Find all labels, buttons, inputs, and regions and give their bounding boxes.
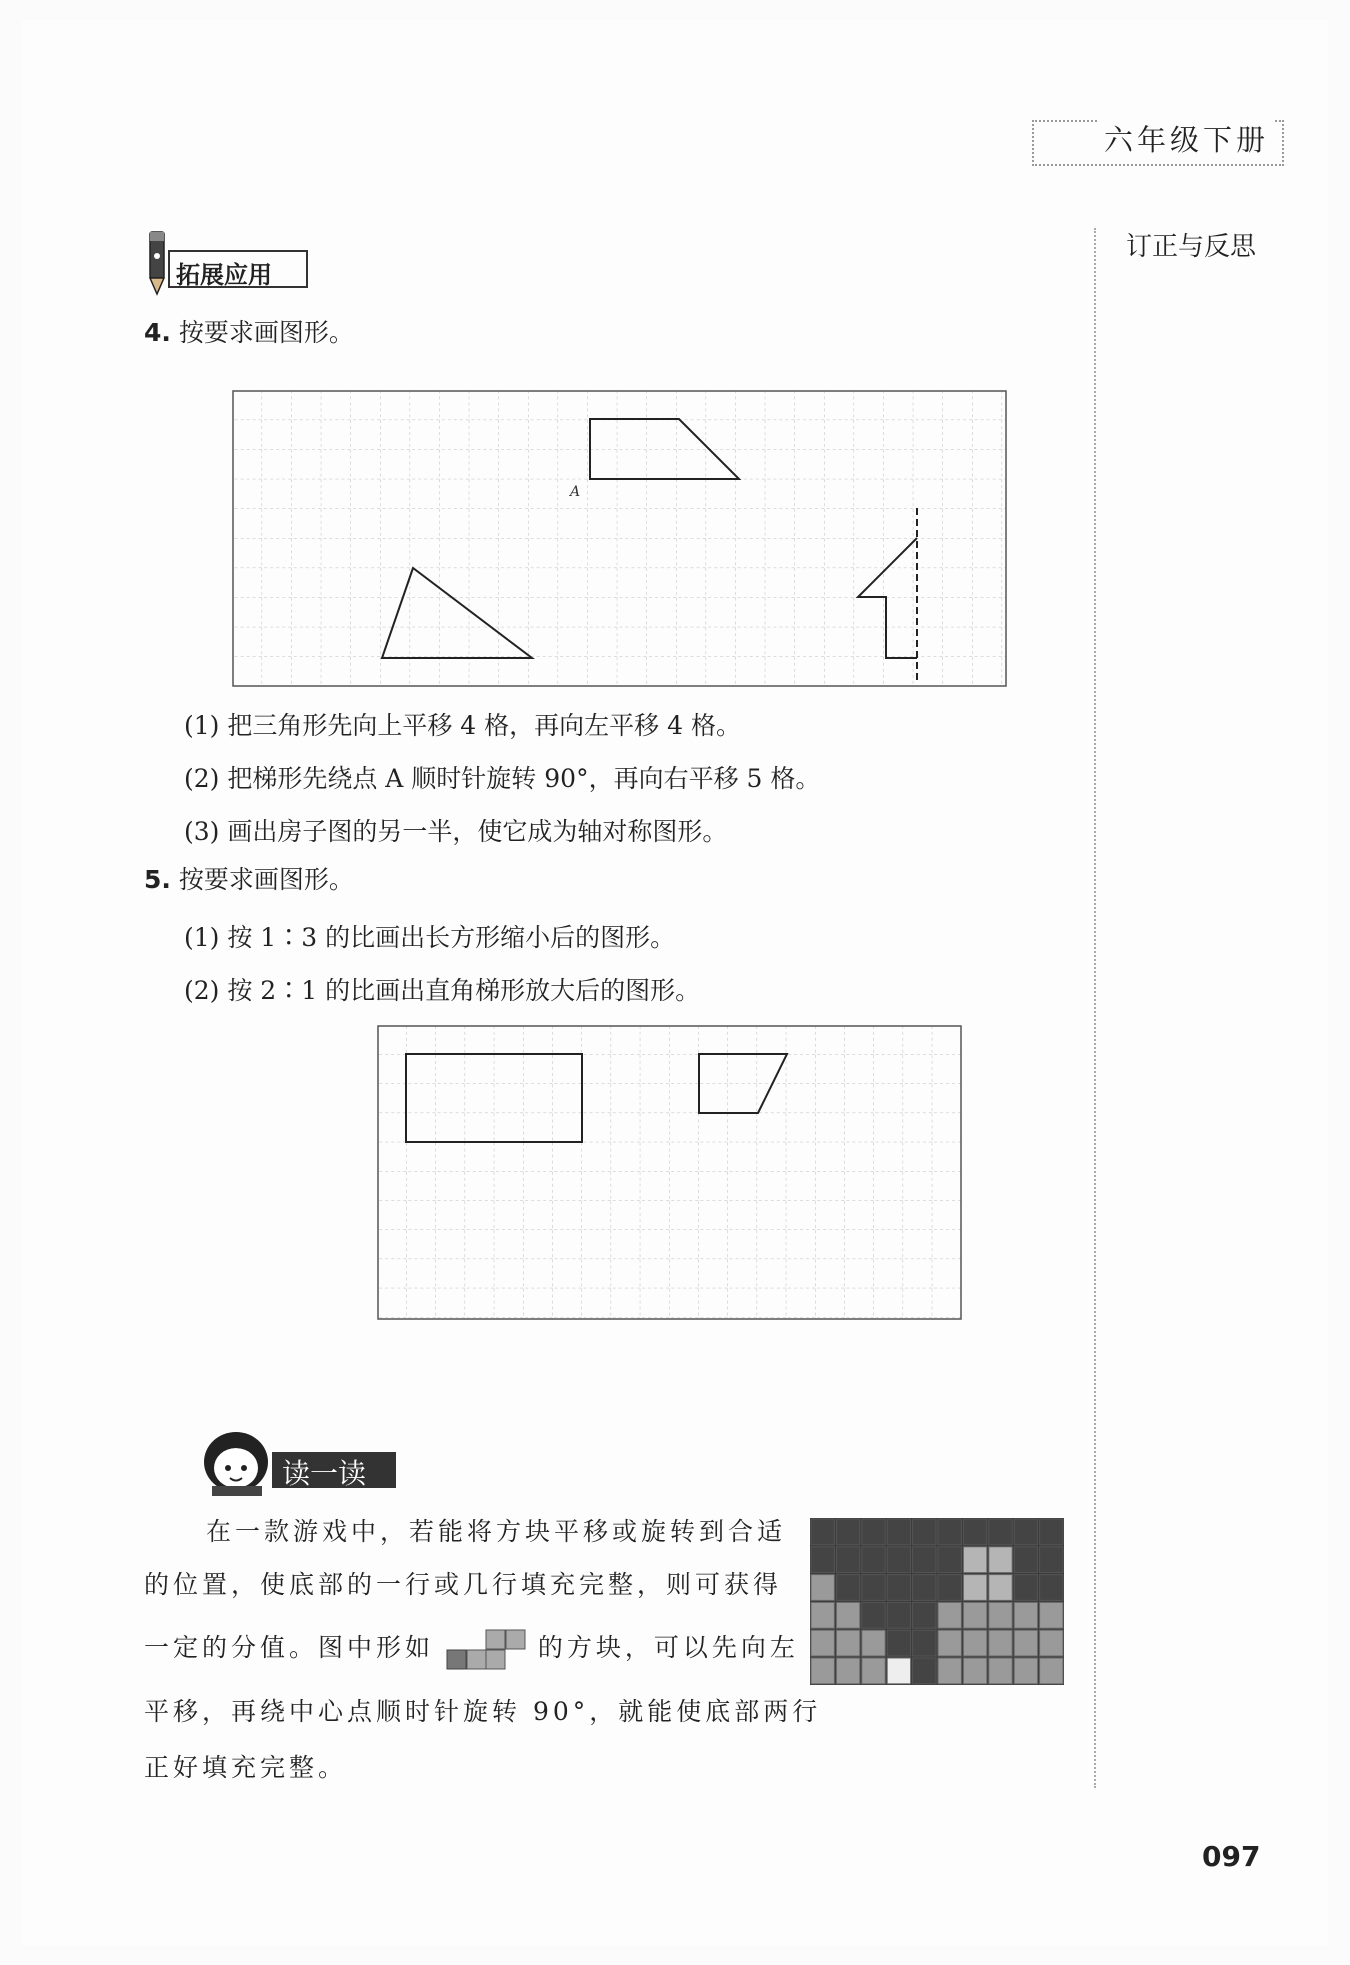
q5-grid xyxy=(377,1025,963,1321)
q4-item-3: (3) 画出房子图的另一半，使它成为轴对称图形。 xyxy=(184,817,728,846)
margin-note: 订正与反思 xyxy=(1126,232,1257,262)
reading-line-2: 的位置，使底部的一行或几行填充完整，则可获得 xyxy=(144,1570,783,1599)
q5-item-1: (1) 按 1∶3 的比画出长方形缩小后的图形。 xyxy=(184,923,676,952)
reading-line-3-end: 的方块，可以先向左 xyxy=(537,1633,799,1662)
q4-text: 按要求画图形。 xyxy=(178,318,354,347)
q4-grid xyxy=(232,390,1008,688)
q4-item-2: (2) 把梯形先绕点 A 顺时针旋转 90°，再向右平移 5 格。 xyxy=(184,764,821,793)
grade-header: 六年级下册 xyxy=(1098,118,1275,159)
reading-title: 读一读 xyxy=(272,1452,396,1488)
pencil-icon xyxy=(144,228,170,298)
s-block-icon xyxy=(446,1629,526,1671)
q4-item-1: (1) 把三角形先向上平移 4 格，再向左平移 4 格。 xyxy=(184,711,741,740)
point-a-label: A xyxy=(570,484,581,500)
q4-prompt xyxy=(144,318,354,348)
reading-line-3-start: 一定的分值。图中形如 xyxy=(144,1633,435,1662)
reading-line-4: 平移，再绕中心点顺时针旋转 90°，就能使底部两行 xyxy=(144,1697,822,1726)
q5-number: 5. xyxy=(144,865,171,894)
tetris-board-image xyxy=(810,1518,1064,1685)
reading-line-1: 在一款游戏中，若能将方块平移或旋转到合适 xyxy=(206,1517,787,1546)
margin-divider xyxy=(1094,228,1096,1788)
q5-prompt xyxy=(144,865,354,895)
page-number: 097 xyxy=(1202,1840,1261,1873)
girl-avatar-icon xyxy=(198,1428,276,1498)
q5-text: 按要求画图形。 xyxy=(178,865,354,894)
q5-item-2: (2) 按 2∶1 的比画出直角梯形放大后的图形。 xyxy=(184,976,701,1005)
reading-line-3 xyxy=(144,1628,799,1671)
q4-number: 4. xyxy=(144,318,171,347)
reading-line-5: 正好填充完整。 xyxy=(144,1753,348,1782)
section-title: 拓展应用 xyxy=(168,250,308,288)
